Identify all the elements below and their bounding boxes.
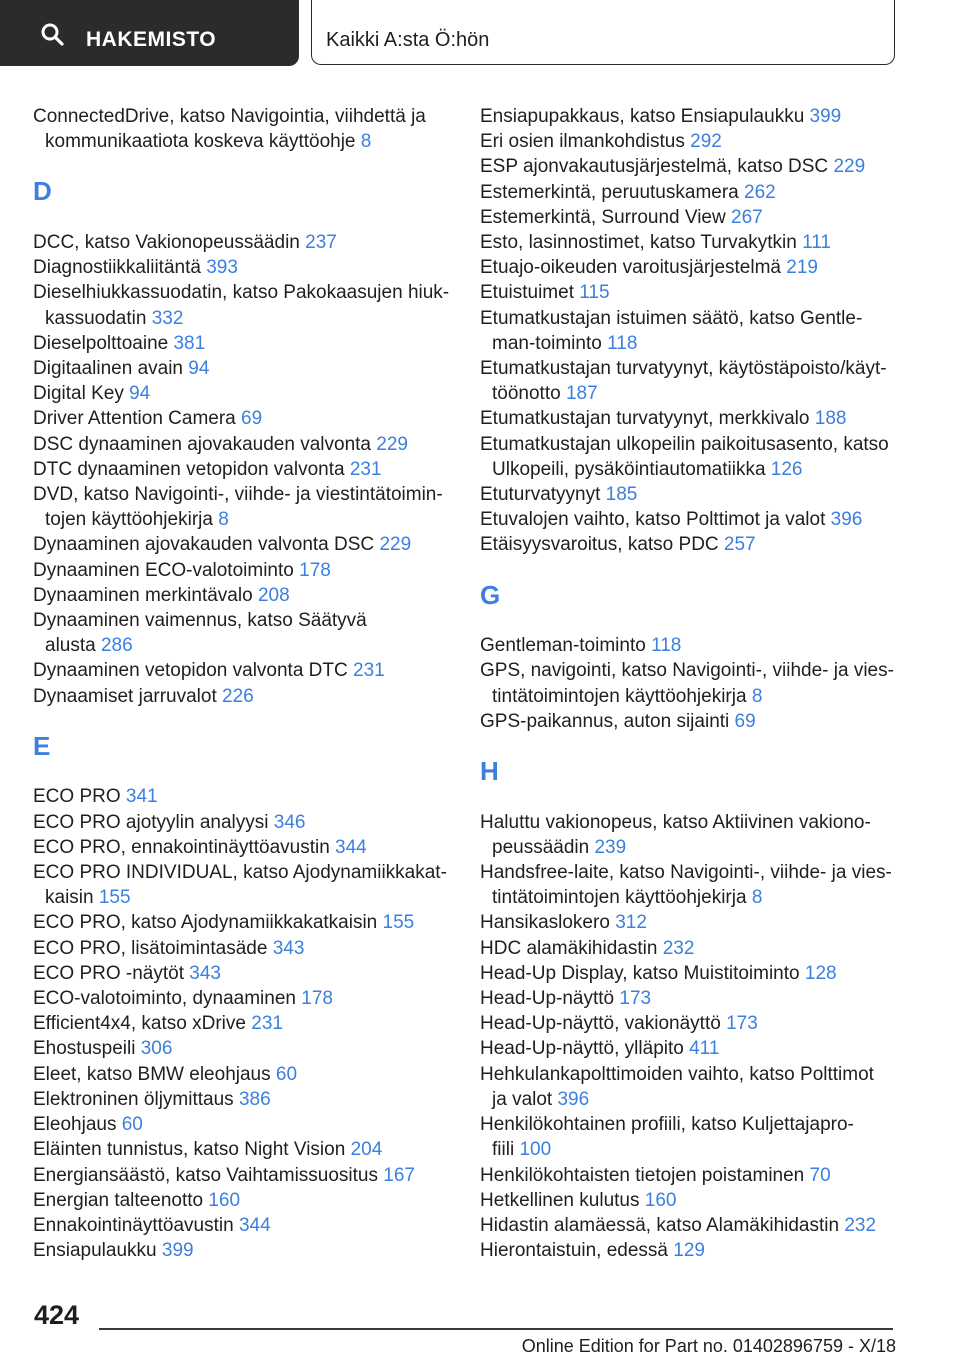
index-entry-text: Eleohjaus [33,1114,117,1136]
index-entry [33,583,453,608]
index-letter-heading: G [480,579,501,610]
index-entry-text: Dynaaminen vaimennus, katso Säätyvä [33,610,367,632]
index-entry [480,482,900,507]
index-entry-text: Etuajo-oikeuden varoitusjärjestelmä [480,257,781,279]
page-link[interactable]: 126 [770,458,803,480]
index-entry-text: Etäisyysvaroitus, katso PDC [480,534,719,556]
index-entry-text: Digitaalinen avain [33,358,183,380]
index-entry [480,1163,900,1188]
index-entry-text: GPS-paikannus, auton sijainti [480,710,730,732]
index-entry [480,1188,900,1213]
index-entry-text: DTC dynaaminen vetopidon valvonta [33,458,345,480]
index-entry [480,205,900,230]
header [0,0,960,66]
index-entry-text: Etumatkustajan turvatyynyt, käytöstäpoisto/käyt- [480,358,887,380]
index-entry [480,1238,900,1263]
page-link[interactable]: 8 [218,509,229,531]
index-entry-text: Henkilökohtainen profiili, katso Kuljettajapro- [480,1114,854,1136]
index-entry-text: Diagnostiikkaliitäntä [33,257,201,279]
index-entry [480,230,900,255]
page-link[interactable]: 231 [353,660,385,682]
index-letter-heading: E [33,730,51,761]
index-entry-text: Handsfree-laite, katso Navigointi-, viihde- ja vies- [480,862,892,884]
index-entry [33,1036,453,1061]
page-link[interactable]: 386 [238,1088,271,1110]
page-link[interactable]: 229 [833,156,866,178]
index-entry [33,1112,453,1137]
index-entry [33,1188,453,1213]
index-entry-text: tintätoimintojen käyttöohjekirja [492,685,747,707]
index-tab[interactable] [0,0,299,66]
index-entry [33,532,453,557]
index-entry-text: Ennakointinäyttöavustin [33,1214,234,1236]
page-link[interactable]: 94 [188,358,210,380]
index-entry-text: DVD, katso Navigointi-, viihde- ja viestintätoimin- [33,484,443,506]
page-link[interactable]: 100 [519,1139,552,1161]
index-entry [33,658,453,683]
page-link[interactable]: 332 [151,307,184,329]
page-link[interactable]: 60 [275,1063,298,1085]
page-link[interactable]: 173 [726,1013,758,1035]
page-link[interactable]: 8 [751,887,763,909]
index-entry [33,558,453,583]
page-link[interactable]: 173 [619,988,652,1010]
index-entry [33,482,453,532]
index-entry-text: kaisin [45,887,94,909]
index-entry [33,1011,453,1036]
index-entry [33,860,453,910]
index-entry-text: tojen käyttöohjekirja [45,509,213,531]
page-link[interactable]: 208 [257,584,290,606]
index-entry [33,1137,453,1162]
index-entry-text: Hansikaslokero [480,912,610,934]
index-entry [33,810,453,835]
page-link[interactable]: 129 [673,1240,705,1262]
index-entry [480,306,900,356]
page-link[interactable]: 229 [376,433,408,455]
index-entry-text: kommunikaatiota koskeva käyttöohje [45,131,356,153]
index-entry-text: DSC dynaaminen ajovakauden valvonta [33,433,371,455]
page-link[interactable]: 341 [125,786,158,808]
index-entry [480,104,900,129]
index-column-right [480,104,900,1263]
index-entry [480,709,900,734]
index-entry [33,432,453,457]
index-entry-text: ECO PRO, lisätoimintasäde [33,937,268,959]
index-entry-text: ECO PRO, ennakointinäyttöavustin [33,836,330,858]
page-link[interactable]: 343 [189,962,221,984]
page-link[interactable]: 292 [690,131,722,153]
page-link[interactable]: 344 [335,836,367,858]
index-entry [33,1062,453,1087]
page-link[interactable]: 232 [844,1214,877,1236]
index-entry-text: Ehostuspeili [33,1038,136,1060]
page-link[interactable]: 115 [579,282,610,304]
index-entry [33,331,453,356]
page-link[interactable]: 118 [607,332,638,354]
index-entry [480,356,900,406]
index-entry-text: HDC alamäkihidastin [480,937,658,959]
index-entry [33,1163,453,1188]
page-link[interactable]: 160 [208,1189,241,1211]
index-entry [33,255,453,280]
index-entry-text: Etumatkustajan ulkopeilin paikoitusasento, katso [480,433,889,455]
index-entry [33,784,453,809]
page-link[interactable]: 257 [723,534,756,556]
index-entry-text: Dieselpolttoaine [33,332,169,354]
page-link[interactable]: 178 [299,559,331,581]
index-entry-text: Dynaaminen ECO-valotoiminto [33,559,294,581]
page-link[interactable]: 346 [273,811,306,833]
index-entry-text: ECO PRO ajotyylin analyysi [33,811,269,833]
index-entry-text: Dynaaminen ajovakauden valvonta DSC [33,534,375,556]
index-entry-text: Henkilökohtaisten tietojen poistaminen [480,1164,805,1186]
page-link[interactable]: 69 [734,710,756,732]
index-entry-text: Head-Up Display, katso Muistitoiminto [480,962,800,984]
index-entry-text: Etuturvatyynyt [480,484,601,506]
index-entry [33,835,453,860]
index-entry [33,986,453,1011]
section-title-tab [311,0,895,65]
index-entry-text: Dieselhiukkassuodatin, katso Pakokaasujen hiuk- [33,282,450,304]
index-entry [33,356,453,381]
index-entry-text: ECO PRO [33,786,121,808]
index-entry-text: Dynaamiset jarruvalot [33,685,217,707]
index-entry-text: Haluttu vakionopeus, katso Aktiivinen vakiono- [480,811,871,833]
index-entry-text: Estemerkintä, Surround View [480,206,726,228]
page-link[interactable]: 381 [173,332,206,354]
page-link[interactable]: 226 [222,685,254,707]
index-entry [480,507,900,532]
index-entry [480,936,900,961]
page-link[interactable]: 118 [651,635,682,657]
index-entry [480,910,900,935]
index-entry [33,936,453,961]
index-entry-text: fiili [492,1139,515,1161]
index-entry-text: peussäädin [492,836,590,858]
index-entry [33,280,453,330]
index-entry-text: Eleet, katso BMW eleohjaus [33,1063,271,1085]
index-entry-text: man-toiminto [492,332,602,354]
index-entry-text: Eri osien ilmankohdistus [480,131,685,153]
index-entry [33,457,453,482]
index-entry [33,1087,453,1112]
page-link[interactable]: 286 [100,635,133,657]
index-entry-text: Hierontaistuin, edessä [480,1240,668,1262]
index-entry-text: Head-Up-näyttö, ylläpito [480,1038,684,1060]
index-entry [33,381,453,406]
index-entry-text: kassuodatin [45,307,147,329]
index-entry [480,1011,900,1036]
page-link[interactable]: 187 [565,383,598,405]
index-entry [480,986,900,1011]
page-link[interactable]: 8 [360,131,372,153]
index-entry [480,129,900,154]
page-link[interactable]: 231 [251,1013,283,1035]
page-link[interactable]: 204 [350,1139,383,1161]
footer-divider [99,1328,893,1330]
index-entry-text: Estemerkintä, peruutuskamera [480,181,739,203]
page-link[interactable]: 178 [301,988,333,1010]
index-entry-text: Efficient4x4, katso xDrive [33,1013,246,1035]
index-entry-text: ja valot [492,1088,553,1110]
index-entry [33,961,453,986]
index-entry-text: Esto, lasinnostimet, katso Turvakytkin [480,232,797,254]
edition-footer: Online Edition for Part no. 01402896759 - X/18 [521,1336,896,1356]
index-entry-text: Dynaaminen merkintävalo [33,584,253,606]
index-entry [33,684,453,709]
page-link[interactable]: 219 [786,257,818,279]
page-link[interactable]: 239 [594,836,627,858]
page-link[interactable]: 70 [809,1164,831,1186]
page-link[interactable]: 111 [802,232,831,254]
page-link[interactable]: 344 [238,1214,271,1236]
index-column-left [33,104,453,1263]
page-link[interactable]: 229 [379,534,412,556]
index-entry-text: Energiansäästö, katso Vaihtamissuositus [33,1164,378,1186]
index-letter-heading: H [480,756,499,787]
index-entry [480,633,900,658]
index-entry [33,910,453,935]
index-entry [480,1036,900,1061]
page-link[interactable]: 396 [830,509,863,531]
page-link[interactable]: 393 [206,257,238,279]
search-icon [40,22,64,46]
index-entry [480,860,900,910]
index-entry-text: DCC, katso Vakionopeussäädin [33,232,300,253]
page-link[interactable]: 167 [383,1164,415,1186]
index-entry [480,180,900,205]
page-link[interactable]: 69 [241,408,263,430]
section-title: Kaikki A:sta Ö:hön [326,29,490,51]
index-entry [480,658,900,708]
index-entry-text: töönotto [492,383,561,405]
page-link[interactable]: 8 [751,685,763,707]
index-entry [480,154,900,179]
index-entry [480,1112,900,1162]
index-entry-text: Head-Up-näyttö [480,988,615,1010]
page-link[interactable]: 155 [98,887,131,909]
page-link[interactable]: 160 [644,1189,677,1211]
index-entry [480,1062,900,1112]
page-link[interactable]: 94 [129,383,151,405]
page-link[interactable]: 188 [814,408,847,430]
index-entry-text: Ensiapupakkaus, katso Ensiapulaukku [480,106,805,127]
index-entry-text: Elektroninen öljymittaus [33,1088,234,1110]
index-entry-text: Hetkellinen kulutus [480,1189,640,1211]
index-entry-text: Digital Key [33,383,124,405]
index-entry-text: Ensiapulaukku [33,1240,157,1262]
page-link[interactable]: 411 [689,1038,720,1060]
index-entry [33,608,453,658]
page-link[interactable]: 185 [605,484,638,506]
index-entry [480,810,900,860]
index-letter-heading: D [33,176,52,207]
page-link[interactable]: 396 [557,1088,590,1110]
index-entry-text: Dynaaminen vetopidon valvonta DTC [33,660,348,682]
index-entry-text: Eläinten tunnistus, katso Night Vision [33,1139,346,1161]
page-link[interactable]: 231 [349,458,382,480]
index-entry-text: Hehkulankapolttimoiden vaihto, katso Polttimot [480,1063,874,1085]
page-link[interactable]: 237 [305,232,337,253]
index-entry-text: ECO PRO -näytöt [33,962,184,984]
page-link[interactable]: 262 [744,181,776,203]
page-link[interactable]: 128 [804,962,837,984]
index-entry [33,1213,453,1238]
page-link[interactable]: 232 [662,937,695,959]
page-link[interactable]: 155 [382,912,415,934]
index-entry [480,961,900,986]
index-entry [33,230,453,255]
index-entry [33,104,453,154]
index-entry-text: GPS, navigointi, katso Navigointi-, viihde- ja vies- [480,660,894,682]
page-link[interactable]: 60 [121,1114,143,1136]
index-entry-text: ECO PRO INDIVIDUAL, katso Ajodynamiikkakat- [33,862,447,884]
index-entry-text: alusta [45,635,96,657]
index-entry-text: Ulkopeili, pysäköintiautomatiikka [492,458,766,480]
page-link[interactable]: 306 [140,1038,173,1060]
index-entry [480,1213,900,1238]
index-entry-text: ECO PRO, katso Ajodynamiikkakatkaisin [33,912,378,934]
index-entry [480,255,900,280]
index-entry-text: Etumatkustajan istuimen säätö, katso Gentle- [480,307,863,329]
index-entry-text: Energian talteenotto [33,1189,204,1211]
page-link[interactable]: 399 [809,106,842,127]
index-entry [480,280,900,305]
page-number: 424 [34,1300,80,1330]
index-entry [480,406,900,431]
index-entry-text: Gentleman-toiminto [480,635,646,657]
page-link[interactable]: 399 [161,1240,194,1262]
index-entry-text: ESP ajonvakautusjärjestelmä, katso DSC [480,156,829,178]
index-entry [33,1238,453,1263]
page-link[interactable]: 267 [731,206,763,228]
index-entry-text: Etuvalojen vaihto, katso Polttimot ja valot [480,509,826,531]
index-entry-text: Head-Up-näyttö, vakionäyttö [480,1013,721,1035]
index-entry [33,406,453,431]
index-entry-text: Driver Attention Camera [33,408,236,430]
index-entry-text: Etuistuimet [480,282,574,304]
index-entry [480,432,900,482]
index-entry-text: ECO-valotoiminto, dynaaminen [33,988,296,1010]
index-entry [480,532,900,557]
index-entry-text: Hidastin alamäessä, katso Alamäkihidastin [480,1214,840,1236]
index-entry-text: tintätoimintojen käyttöohjekirja [492,887,747,909]
page-link[interactable]: 312 [615,912,647,934]
index-tab-label: HAKEMISTO [86,28,217,51]
index-entry-text: Etumatkustajan turvatyynyt, merkkivalo [480,408,810,430]
page-link[interactable]: 343 [272,937,305,959]
index-entry-text: ConnectedDrive, katso Navigointia, viihdettä ja [33,106,426,127]
